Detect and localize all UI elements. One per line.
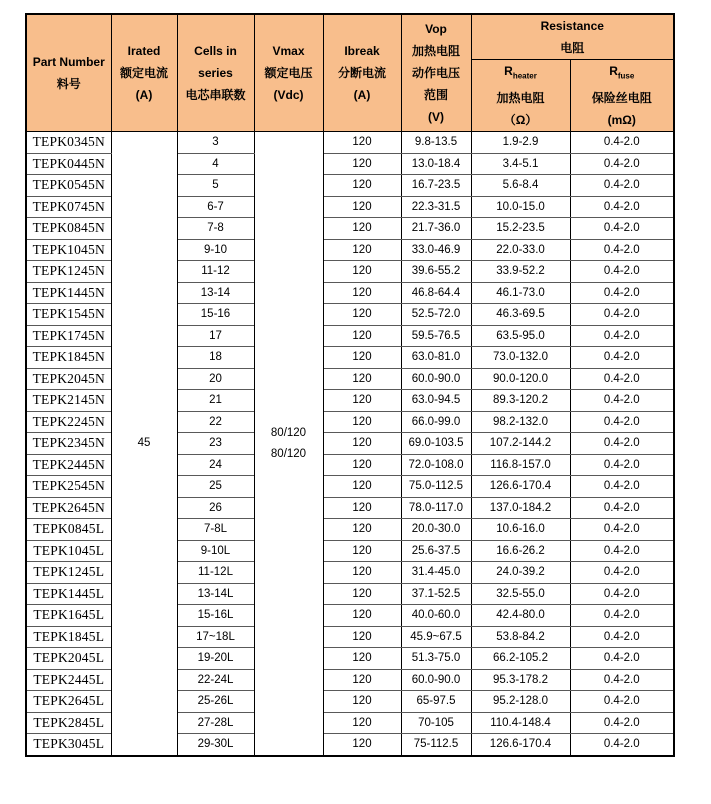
rfuse-cell: 0.4-2.0 bbox=[570, 304, 674, 326]
cells-in-series-cell: 22 bbox=[177, 411, 254, 433]
part-number-cell: TEPK0845L bbox=[26, 519, 111, 541]
rfuse-cell: 0.4-2.0 bbox=[570, 648, 674, 670]
cells-in-series-cell: 15-16 bbox=[177, 304, 254, 326]
cells-in-series-cell: 23 bbox=[177, 433, 254, 455]
part-number-cell: TEPK1845L bbox=[26, 626, 111, 648]
cells-in-series-cell: 24 bbox=[177, 454, 254, 476]
spec-table-body bbox=[26, 132, 674, 756]
irated-merged-cell: 45 bbox=[111, 132, 177, 756]
rheater-cell: 126.6-170.4 bbox=[471, 734, 570, 756]
vop-cell: 25.6-37.5 bbox=[401, 540, 471, 562]
header-line: (Vdc) bbox=[273, 88, 304, 103]
rfuse-cell: 0.4-2.0 bbox=[570, 454, 674, 476]
header-line: Resistance bbox=[540, 19, 604, 33]
vop-cell: 51.3-75.0 bbox=[401, 648, 471, 670]
part-number-cell: TEPK1745N bbox=[26, 325, 111, 347]
cells-in-series-cell: 22-24L bbox=[177, 669, 254, 691]
cells-in-series-cell: 15-16L bbox=[177, 605, 254, 627]
vop-cell: 46.8-64.4 bbox=[401, 282, 471, 304]
rheater-cell: 89.3-120.2 bbox=[471, 390, 570, 412]
rfuse-cell: 0.4-2.0 bbox=[570, 175, 674, 197]
ibreak-cell: 120 bbox=[323, 605, 401, 627]
cells-in-series-cell: 21 bbox=[177, 390, 254, 412]
cells-in-series-cell: 25-26L bbox=[177, 691, 254, 713]
vop-cell: 21.7-36.0 bbox=[401, 218, 471, 240]
header-line: Vmax bbox=[272, 44, 305, 59]
rheater-cell: 53.8-84.2 bbox=[471, 626, 570, 648]
cells-in-series-cell: 13-14 bbox=[177, 282, 254, 304]
header-line: 额定电压 bbox=[264, 66, 313, 81]
col-header-vop bbox=[401, 14, 471, 132]
rfuse-cell: 0.4-2.0 bbox=[570, 153, 674, 175]
rfuse-cell: 0.4-2.0 bbox=[570, 282, 674, 304]
header-line: Part Number bbox=[32, 55, 105, 70]
part-number-cell: TEPK1845N bbox=[26, 347, 111, 369]
part-number-cell: TEPK2245N bbox=[26, 411, 111, 433]
rfuse-cell: 0.4-2.0 bbox=[570, 325, 674, 347]
part-number-cell: TEPK0845N bbox=[26, 218, 111, 240]
vop-cell: 66.0-99.0 bbox=[401, 411, 471, 433]
part-number-cell: TEPK3045L bbox=[26, 734, 111, 756]
part-number-cell: TEPK0345N bbox=[26, 132, 111, 154]
ibreak-cell: 120 bbox=[323, 282, 401, 304]
rfuse-cell: 0.4-2.0 bbox=[570, 669, 674, 691]
cells-in-series-cell: 9-10 bbox=[177, 239, 254, 261]
header-line: 加热电阻 bbox=[496, 91, 545, 106]
header-line: 电芯串联数 bbox=[185, 88, 246, 103]
rheater-cell: 98.2-132.0 bbox=[471, 411, 570, 433]
part-number-cell: TEPK1445N bbox=[26, 282, 111, 304]
cells-in-series-cell: 4 bbox=[177, 153, 254, 175]
header-line: $R_{fuse}$ bbox=[609, 64, 635, 81]
ibreak-cell: 120 bbox=[323, 669, 401, 691]
vmax-merged-line: 80/120 bbox=[270, 447, 307, 460]
rfuse-cell: 0.4-2.0 bbox=[570, 691, 674, 713]
rheater-cell: 32.5-55.0 bbox=[471, 583, 570, 605]
rfuse-cell: 0.4-2.0 bbox=[570, 540, 674, 562]
vop-cell: 9.8-13.5 bbox=[401, 132, 471, 154]
rfuse-cell: 0.4-2.0 bbox=[570, 562, 674, 584]
col-header-vmax bbox=[254, 14, 323, 132]
rfuse-cell: 0.4-2.0 bbox=[570, 712, 674, 734]
header-line: (A) bbox=[135, 88, 153, 103]
vop-cell: 59.5-76.5 bbox=[401, 325, 471, 347]
part-number-cell: TEPK2445L bbox=[26, 669, 111, 691]
ibreak-cell: 120 bbox=[323, 562, 401, 584]
rfuse-cell: 0.4-2.0 bbox=[570, 411, 674, 433]
vop-cell: 39.6-55.2 bbox=[401, 261, 471, 283]
rheater-cell: 126.6-170.4 bbox=[471, 476, 570, 498]
header-line: 料号 bbox=[56, 77, 81, 92]
vop-cell: 78.0-117.0 bbox=[401, 497, 471, 519]
part-number-cell: TEPK2545N bbox=[26, 476, 111, 498]
header-line: (A) bbox=[353, 88, 371, 103]
ibreak-cell: 120 bbox=[323, 390, 401, 412]
cells-in-series-cell: 26 bbox=[177, 497, 254, 519]
table-row bbox=[26, 132, 674, 154]
vop-cell: 60.0-90.0 bbox=[401, 669, 471, 691]
part-number-cell: TEPK2645L bbox=[26, 691, 111, 713]
part-number-cell: TEPK2045N bbox=[26, 368, 111, 390]
rheater-cell: 5.6-8.4 bbox=[471, 175, 570, 197]
rfuse-cell: 0.4-2.0 bbox=[570, 368, 674, 390]
part-number-cell: TEPK2445N bbox=[26, 454, 111, 476]
vop-cell: 16.7-23.5 bbox=[401, 175, 471, 197]
header-line: 加热电阻 bbox=[411, 44, 460, 59]
rfuse-cell: 0.4-2.0 bbox=[570, 261, 674, 283]
rheater-cell: 24.0-39.2 bbox=[471, 562, 570, 584]
ibreak-cell: 120 bbox=[323, 175, 401, 197]
header-line: 范围 bbox=[423, 88, 448, 103]
rheater-cell: 107.2-144.2 bbox=[471, 433, 570, 455]
part-number-cell: TEPK2645N bbox=[26, 497, 111, 519]
ibreak-cell: 120 bbox=[323, 411, 401, 433]
part-number-cell: TEPK1045N bbox=[26, 239, 111, 261]
ibreak-cell: 120 bbox=[323, 239, 401, 261]
rheater-cell: 42.4-80.0 bbox=[471, 605, 570, 627]
ibreak-cell: 120 bbox=[323, 433, 401, 455]
vop-cell: 31.4-45.0 bbox=[401, 562, 471, 584]
vop-cell: 69.0-103.5 bbox=[401, 433, 471, 455]
ibreak-cell: 120 bbox=[323, 540, 401, 562]
rheater-cell: 33.9-52.2 bbox=[471, 261, 570, 283]
part-number-cell: TEPK1445L bbox=[26, 583, 111, 605]
cells-in-series-cell: 25 bbox=[177, 476, 254, 498]
rheater-cell: 137.0-184.2 bbox=[471, 497, 570, 519]
part-number-cell: TEPK1245L bbox=[26, 562, 111, 584]
vop-cell: 72.0-108.0 bbox=[401, 454, 471, 476]
spec-table-header bbox=[26, 14, 674, 132]
cells-in-series-cell: 27-28L bbox=[177, 712, 254, 734]
cells-in-series-cell: 20 bbox=[177, 368, 254, 390]
rheater-cell: 10.0-15.0 bbox=[471, 196, 570, 218]
ibreak-cell: 120 bbox=[323, 304, 401, 326]
header-line: Ibreak bbox=[344, 44, 380, 59]
ibreak-cell: 120 bbox=[323, 218, 401, 240]
col-header-rfuse bbox=[570, 60, 674, 132]
ibreak-cell: 120 bbox=[323, 325, 401, 347]
vop-cell: 65-97.5 bbox=[401, 691, 471, 713]
cells-in-series-cell: 7-8L bbox=[177, 519, 254, 541]
col-header-irated bbox=[111, 14, 177, 132]
part-number-cell: TEPK2345N bbox=[26, 433, 111, 455]
cells-in-series-cell: 6-7 bbox=[177, 196, 254, 218]
ibreak-cell: 120 bbox=[323, 368, 401, 390]
header-line: 电阻 bbox=[560, 41, 585, 55]
ibreak-cell: 120 bbox=[323, 712, 401, 734]
vop-cell: 45.9~67.5 bbox=[401, 626, 471, 648]
vop-cell: 40.0-60.0 bbox=[401, 605, 471, 627]
rheater-cell: 10.6-16.0 bbox=[471, 519, 570, 541]
vop-cell: 63.0-81.0 bbox=[401, 347, 471, 369]
vop-cell: 22.3-31.5 bbox=[401, 196, 471, 218]
rfuse-cell: 0.4-2.0 bbox=[570, 390, 674, 412]
rheater-cell: 16.6-26.2 bbox=[471, 540, 570, 562]
vmax-merged-line: 80/120 bbox=[270, 426, 307, 439]
rheater-cell: 95.3-178.2 bbox=[471, 669, 570, 691]
rheater-cell: 110.4-148.4 bbox=[471, 712, 570, 734]
rheater-cell: 15.2-23.5 bbox=[471, 218, 570, 240]
header-line: (V) bbox=[428, 110, 444, 125]
rheater-cell: 22.0-33.0 bbox=[471, 239, 570, 261]
rheater-cell: 3.4-5.1 bbox=[471, 153, 570, 175]
ibreak-cell: 120 bbox=[323, 476, 401, 498]
header-line: 额定电流 bbox=[119, 66, 168, 81]
part-number-cell: TEPK2045L bbox=[26, 648, 111, 670]
vmax-merged-cell bbox=[254, 132, 323, 756]
vop-cell: 13.0-18.4 bbox=[401, 153, 471, 175]
ibreak-cell: 120 bbox=[323, 347, 401, 369]
cells-in-series-cell: 11-12 bbox=[177, 261, 254, 283]
ibreak-cell: 120 bbox=[323, 153, 401, 175]
ibreak-cell: 120 bbox=[323, 648, 401, 670]
part-number-cell: TEPK0445N bbox=[26, 153, 111, 175]
rfuse-cell: 0.4-2.0 bbox=[570, 347, 674, 369]
header-line: $R_{heater}$ bbox=[504, 64, 537, 81]
ibreak-cell: 120 bbox=[323, 519, 401, 541]
ibreak-cell: 120 bbox=[323, 583, 401, 605]
part-number-cell: TEPK0545N bbox=[26, 175, 111, 197]
header-line: 分断电流 bbox=[337, 66, 386, 81]
col-header-cells-in-series bbox=[177, 14, 254, 132]
header-line: Vop bbox=[425, 22, 447, 37]
part-number-cell: TEPK1245N bbox=[26, 261, 111, 283]
rheater-cell: 46.3-69.5 bbox=[471, 304, 570, 326]
vop-cell: 63.0-94.5 bbox=[401, 390, 471, 412]
rfuse-cell: 0.4-2.0 bbox=[570, 476, 674, 498]
rfuse-cell: 0.4-2.0 bbox=[570, 734, 674, 756]
cells-in-series-cell: 5 bbox=[177, 175, 254, 197]
rfuse-cell: 0.4-2.0 bbox=[570, 605, 674, 627]
part-number-cell: TEPK0745N bbox=[26, 196, 111, 218]
cells-in-series-cell: 11-12L bbox=[177, 562, 254, 584]
cells-in-series-cell: 17 bbox=[177, 325, 254, 347]
rheater-cell: 66.2-105.2 bbox=[471, 648, 570, 670]
rfuse-cell: 0.4-2.0 bbox=[570, 132, 674, 154]
header-line: 动作电压 bbox=[411, 66, 460, 81]
header-line: 保险丝电阻 bbox=[591, 91, 652, 106]
ibreak-cell: 120 bbox=[323, 454, 401, 476]
ibreak-cell: 120 bbox=[323, 132, 401, 154]
ibreak-cell: 120 bbox=[323, 734, 401, 756]
ibreak-cell: 120 bbox=[323, 626, 401, 648]
part-number-cell: TEPK1645L bbox=[26, 605, 111, 627]
header-line: series bbox=[198, 66, 233, 81]
part-number-cell: TEPK1045L bbox=[26, 540, 111, 562]
cells-in-series-cell: 9-10L bbox=[177, 540, 254, 562]
spec-table bbox=[25, 13, 675, 757]
header-line: Irated bbox=[127, 44, 161, 59]
rheater-cell: 95.2-128.0 bbox=[471, 691, 570, 713]
ibreak-cell: 120 bbox=[323, 497, 401, 519]
part-number-cell: TEPK1545N bbox=[26, 304, 111, 326]
col-header-part-number bbox=[26, 14, 111, 132]
rheater-cell: 63.5-95.0 bbox=[471, 325, 570, 347]
rfuse-cell: 0.4-2.0 bbox=[570, 497, 674, 519]
rfuse-cell: 0.4-2.0 bbox=[570, 626, 674, 648]
col-header-rheater bbox=[471, 60, 570, 132]
rheater-cell: 116.8-157.0 bbox=[471, 454, 570, 476]
rfuse-cell: 0.4-2.0 bbox=[570, 433, 674, 455]
cells-in-series-cell: 3 bbox=[177, 132, 254, 154]
cells-in-series-cell: 7-8 bbox=[177, 218, 254, 240]
vop-cell: 75.0-112.5 bbox=[401, 476, 471, 498]
vop-cell: 75-112.5 bbox=[401, 734, 471, 756]
rheater-cell: 73.0-132.0 bbox=[471, 347, 570, 369]
cells-in-series-cell: 18 bbox=[177, 347, 254, 369]
ibreak-cell: 120 bbox=[323, 261, 401, 283]
part-number-cell: TEPK2145N bbox=[26, 390, 111, 412]
rheater-cell: 46.1-73.0 bbox=[471, 282, 570, 304]
rfuse-cell: 0.4-2.0 bbox=[570, 239, 674, 261]
cells-in-series-cell: 19-20L bbox=[177, 648, 254, 670]
header-line: （Ω） bbox=[503, 113, 538, 128]
part-number-cell: TEPK2845L bbox=[26, 712, 111, 734]
cells-in-series-cell: 29-30L bbox=[177, 734, 254, 756]
cells-in-series-cell: 17~18L bbox=[177, 626, 254, 648]
rfuse-cell: 0.4-2.0 bbox=[570, 583, 674, 605]
vop-cell: 20.0-30.0 bbox=[401, 519, 471, 541]
col-header-ibreak bbox=[323, 14, 401, 132]
rfuse-cell: 0.4-2.0 bbox=[570, 519, 674, 541]
rheater-cell: 90.0-120.0 bbox=[471, 368, 570, 390]
header-line: (mΩ) bbox=[607, 113, 636, 128]
header-line: Cells in bbox=[194, 44, 237, 59]
rfuse-cell: 0.4-2.0 bbox=[570, 218, 674, 240]
rheater-cell: 1.9-2.9 bbox=[471, 132, 570, 154]
vop-cell: 33.0-46.9 bbox=[401, 239, 471, 261]
vop-cell: 37.1-52.5 bbox=[401, 583, 471, 605]
ibreak-cell: 120 bbox=[323, 691, 401, 713]
vop-cell: 52.5-72.0 bbox=[401, 304, 471, 326]
col-header-resistance bbox=[471, 14, 674, 60]
ibreak-cell: 120 bbox=[323, 196, 401, 218]
rfuse-cell: 0.4-2.0 bbox=[570, 196, 674, 218]
vop-cell: 60.0-90.0 bbox=[401, 368, 471, 390]
cells-in-series-cell: 13-14L bbox=[177, 583, 254, 605]
vop-cell: 70-105 bbox=[401, 712, 471, 734]
